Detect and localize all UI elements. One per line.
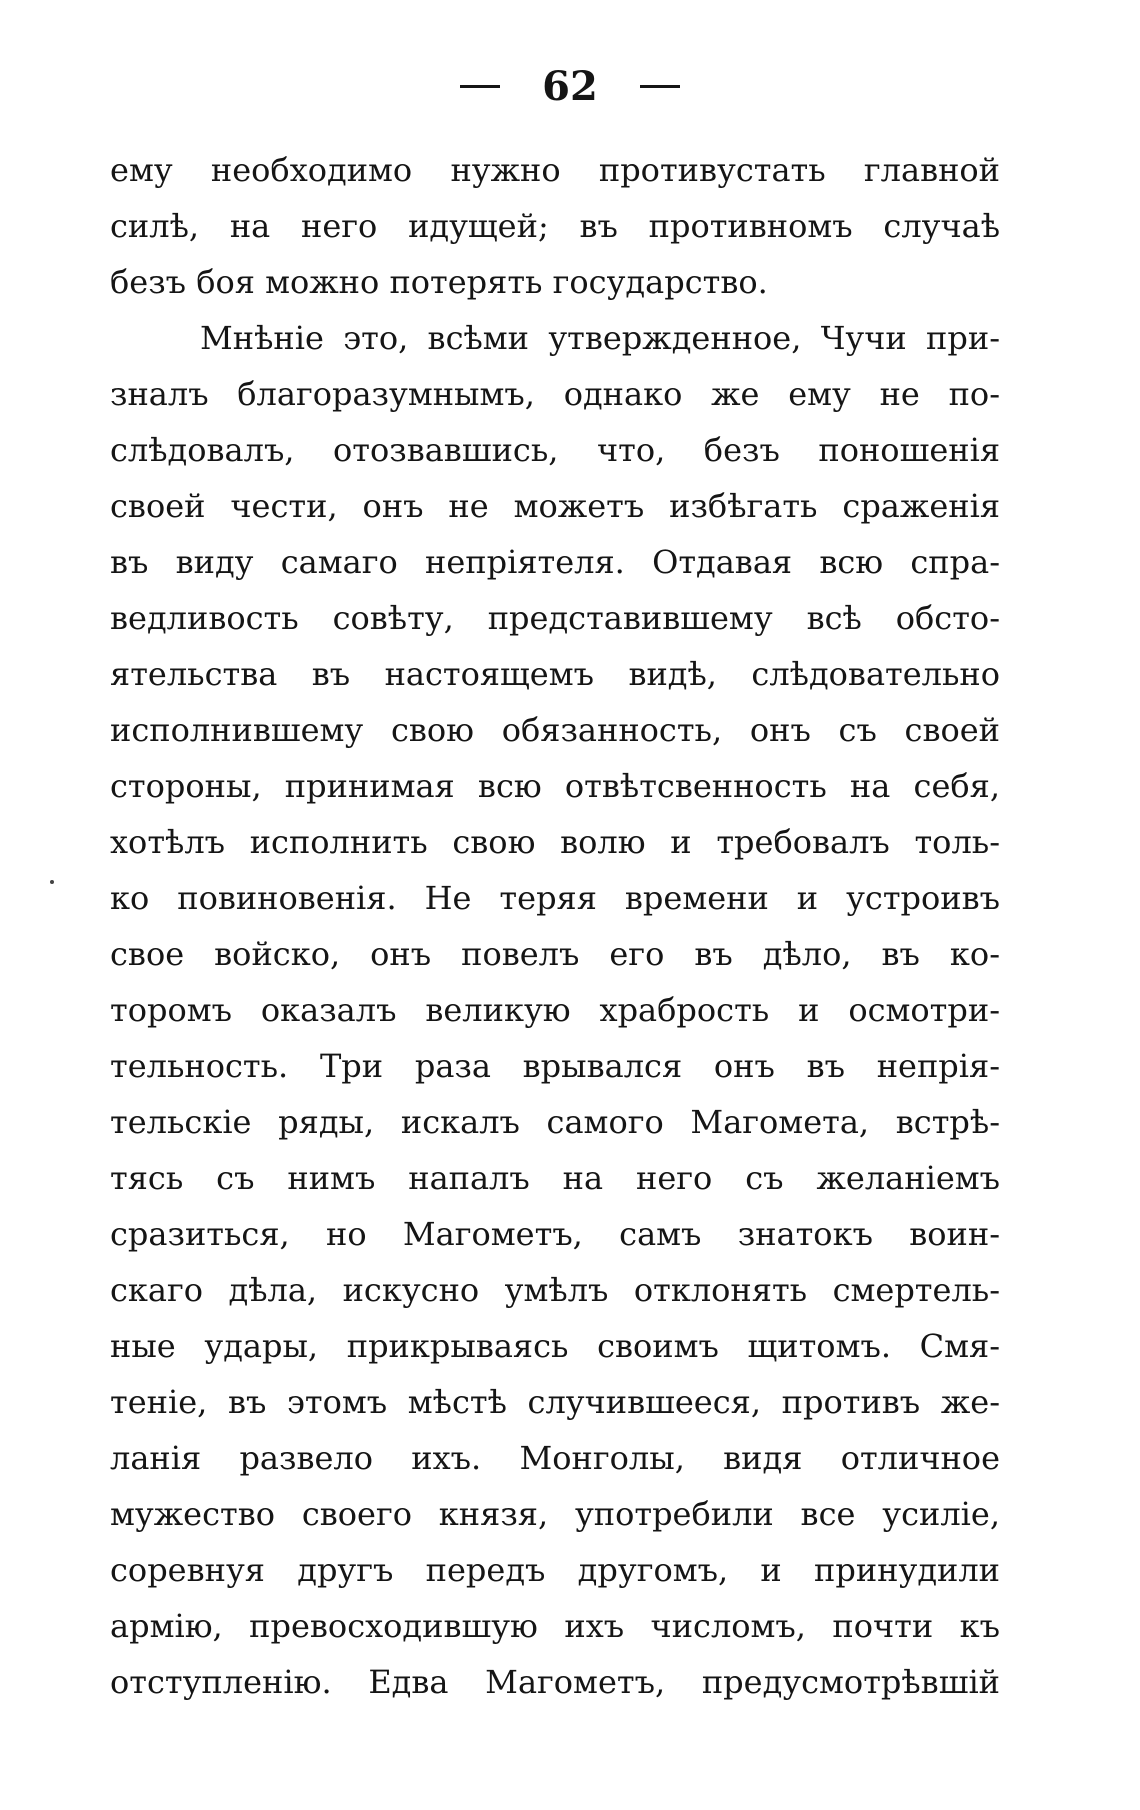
text-line: соревнуя другъ передъ другомъ, и принудили (110, 1551, 1000, 1589)
text-line: мужество своего князя, употребили все усиліе, (110, 1495, 1000, 1533)
text-line: въ виду самаго непріятеля. Отдавая всю спра- (110, 543, 1000, 581)
text-line: сразиться, но Магометъ, самъ знатокъ воин- (110, 1215, 1000, 1253)
text-line: ятельства въ настоящемъ видѣ, слѣдовательно (110, 655, 1000, 693)
header-dash-left (460, 85, 500, 88)
text-line: торомъ оказалъ великую храбрость и осмотри- (110, 991, 1000, 1029)
text-line: ко повиновенія. Не теряя времени и устроивъ (110, 879, 1000, 917)
header-dash-right (640, 85, 680, 88)
text-line: Мнѣніе это, всѣми утвержденное, Чучи при- (200, 319, 1000, 357)
text-line: тясь съ нимъ напалъ на него съ желаніемъ (110, 1159, 1000, 1197)
page-number: 62 (542, 62, 598, 110)
text-line: свое войско, онъ повелъ его въ дѣло, въ ко- (110, 935, 1000, 973)
text-line: ему необходимо нужно противустать главной (110, 151, 1000, 189)
text-line: армію, превосходившую ихъ числомъ, почти къ (110, 1607, 1000, 1645)
text-line: хотѣлъ исполнить свою волю и требовалъ толь- (110, 823, 1000, 861)
text-line: ланія развело ихъ. Монголы, видя отличное (110, 1439, 1000, 1477)
text-line: слѣдовалъ, отозвавшись, что, безъ поношенія (110, 431, 1000, 469)
text-line: стороны, принимая всю отвѣтсвенность на себя, (110, 767, 1000, 805)
text-line: скаго дѣла, искусно умѣлъ отклонять смертель- (110, 1271, 1000, 1309)
print-speck (50, 880, 54, 884)
text-line: силѣ, на него идущей; въ противномъ случаѣ (110, 207, 1000, 245)
text-line: теніе, въ этомъ мѣстѣ случившееся, противъ же- (110, 1383, 1000, 1421)
text-line: тельность. Три раза врывался онъ въ непрія- (110, 1047, 1000, 1085)
text-line: безъ боя можно потерять государство. (110, 263, 768, 301)
text-line: исполнившему свою обязанность, онъ съ своей (110, 711, 1000, 749)
text-line: ведливость совѣту, представившему всѣ обсто- (110, 599, 1000, 637)
text-line: своей чести, онъ не можетъ избѣгать сраженія (110, 487, 1000, 525)
text-line: тельскіе ряды, искалъ самого Магомета, встрѣ- (110, 1103, 1000, 1141)
page-header (0, 58, 1140, 114)
text-line: ные удары, прикрываясь своимъ щитомъ. Смя- (110, 1327, 1000, 1365)
text-line: зналъ благоразумнымъ, однако же ему не по- (110, 375, 1000, 413)
text-line: отступленію. Едва Магометъ, предусмотрѣвшій (110, 1663, 1000, 1701)
body-text (110, 142, 1000, 1710)
